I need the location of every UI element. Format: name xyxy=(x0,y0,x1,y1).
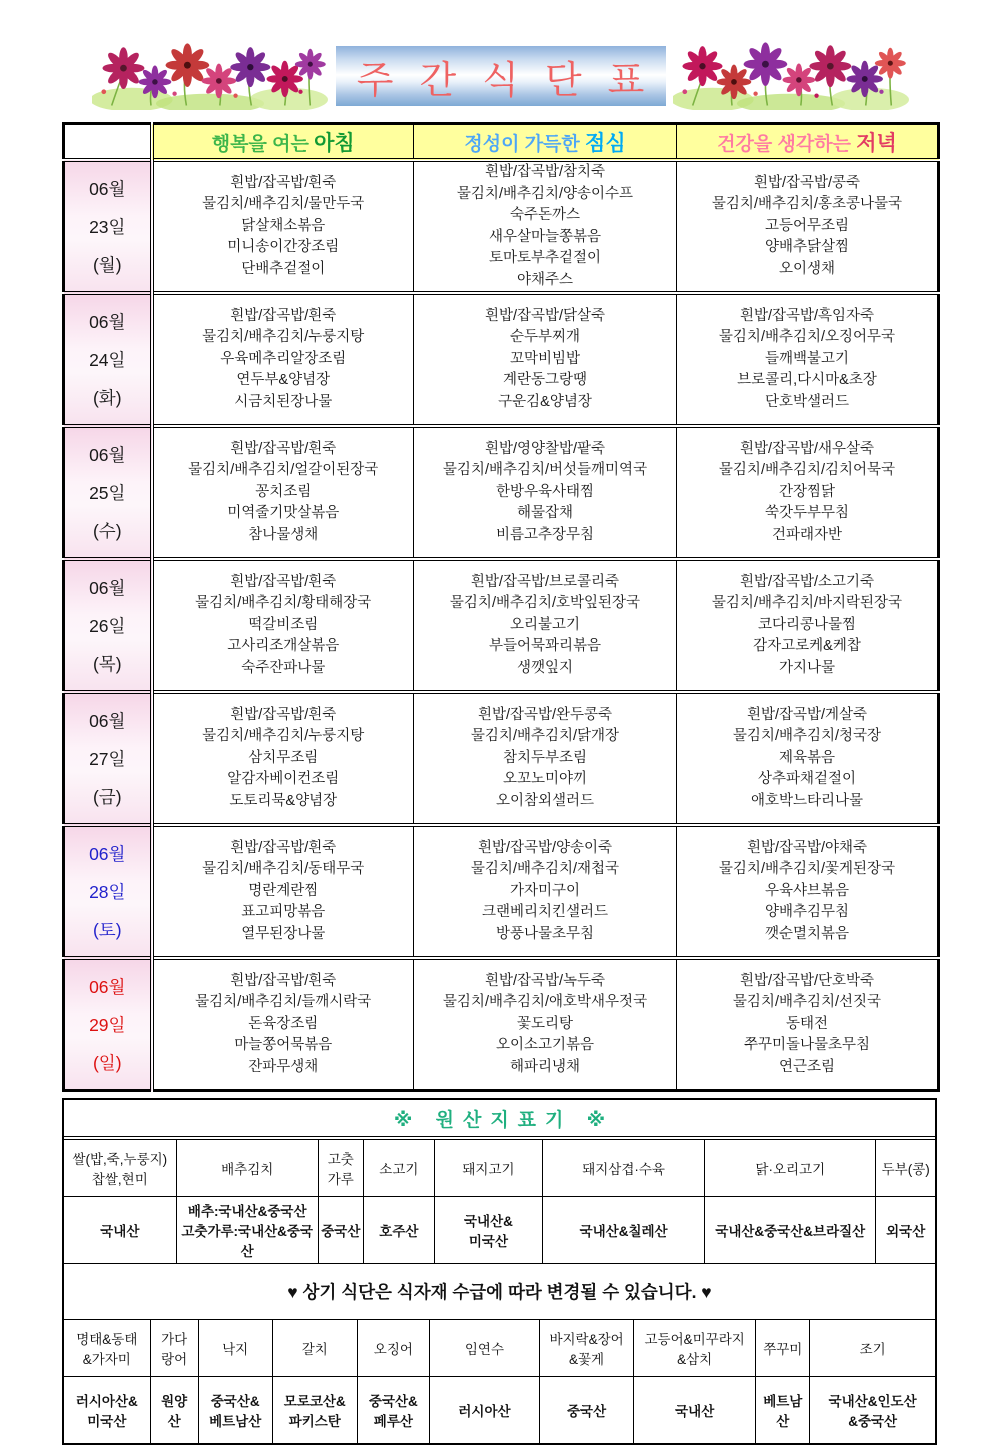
origin1-header-cell: 소고기 xyxy=(363,1140,434,1197)
day-row xyxy=(64,293,939,426)
breakfast-menu-cell: 흰밥/잡곡밥/흰죽 물김치/배추김치/황태해장국 떡갈비조림 고사리조개살볶음 숙주잔파나물 xyxy=(152,559,414,692)
origin-section-title: ※ 원산지표기 ※ xyxy=(64,1100,935,1140)
day-row xyxy=(64,426,939,559)
origin2-value-cell: 국내산 xyxy=(634,1377,756,1444)
lunch-menu-cell: 흰밥/잡곡밥/양송이죽 물김치/배추김치/재첩국 가자미구이 크랜베리치킨샐러드 방풍나물초무침 xyxy=(414,825,677,958)
dinner-menu-cell: 흰밥/잡곡밥/새우살죽 물김치/배추김치/김치어묵국 간장찜닭 쑥갓두부무침 건파래자반 xyxy=(677,426,939,559)
weekly-menu-table xyxy=(62,122,940,1092)
flower-banner-right-image xyxy=(673,42,909,110)
date-cell: 06월 23일 (월) xyxy=(64,160,152,293)
origin2-header-cell: 바지락&장어 &꽃게 xyxy=(540,1320,634,1377)
origin2-value-cell: 모로코산& 파키스탄 xyxy=(272,1377,357,1444)
dinner-menu-cell: 흰밥/잡곡밥/콩죽 물김치/배추김치/홍초콩나물국 고등어무조림 양배추닭살찜 오이생채 xyxy=(677,160,939,293)
dinner-header-prefix: 건강을 생각하는 xyxy=(717,133,851,155)
origin1-value-cell: 국내산&칠레산 xyxy=(543,1197,705,1264)
origin1-header-cell: 고춧 가루 xyxy=(318,1140,363,1197)
lunch-column-header xyxy=(414,124,677,161)
lunch-menu-cell: 흰밥/잡곡밥/완두콩죽 물김치/배추김치/닭개장 참치두부조림 오꼬노미야끼 오이참외샐러드 xyxy=(414,692,677,825)
day-row xyxy=(64,825,939,958)
origin2-value-cell: 중국산& 페루산 xyxy=(357,1377,429,1444)
origin-table1-header-row xyxy=(64,1140,935,1197)
origin2-value-cell: 베트남 산 xyxy=(756,1377,810,1444)
origin2-header-cell: 갈치 xyxy=(272,1320,357,1377)
origin1-header-cell: 쌀(밥,죽,누룽지) 찹쌀,현미 xyxy=(64,1140,176,1197)
breakfast-header-label: 아침 xyxy=(314,131,355,155)
origin2-header-cell: 임연수 xyxy=(429,1320,539,1377)
date-cell: 06월 28일 (토) xyxy=(64,825,152,958)
date-cell: 06월 27일 (금) xyxy=(64,692,152,825)
origin1-header-cell: 두부(콩) xyxy=(876,1140,935,1197)
breakfast-menu-cell: 흰밥/잡곡밥/흰죽 물김치/배추김치/얼갈이된장국 꽁치조림 미역줄기맛살볶음 참나물생채 xyxy=(152,426,414,559)
corner-cell xyxy=(64,124,152,161)
origin1-value-cell: 호주산 xyxy=(363,1197,434,1264)
origin-table-1 xyxy=(64,1140,935,1264)
origin-table-2 xyxy=(64,1320,935,1443)
origin2-value-cell: 러시아산& 미국산 xyxy=(64,1377,150,1444)
origin2-header-cell: 가다 랑어 xyxy=(150,1320,198,1377)
breakfast-menu-cell: 흰밥/잡곡밥/흰죽 물김치/배추김치/누룽지탕 우육메추리알장조림 연두부&양념장 시금치된장나물 xyxy=(152,293,414,426)
flower-banner-left-image xyxy=(92,42,328,110)
origin-table1-value-row xyxy=(64,1197,935,1264)
day-row xyxy=(64,559,939,692)
lunch-menu-cell: 흰밥/잡곡밥/닭살죽 순두부찌개 꼬막비빔밥 계란동그랑땡 구운김&양념장 xyxy=(414,293,677,426)
origin2-value-cell: 국내산&인도산 &중국산 xyxy=(810,1377,935,1444)
menu-change-notice: ♥ 상기 식단은 식자재 수급에 따라 변경될 수 있습니다. ♥ xyxy=(64,1264,935,1320)
origin1-value-cell: 배추:국내산&중국산 고춧가루:국내산&중국산 xyxy=(176,1197,318,1264)
dinner-header-label: 저녁 xyxy=(856,131,897,155)
page-title-box xyxy=(336,46,671,106)
origin1-header-cell: 닭·오리고기 xyxy=(705,1140,876,1197)
breakfast-header-prefix: 행복을 여는 xyxy=(211,133,309,155)
date-cell: 06월 29일 (일) xyxy=(64,958,152,1091)
origin2-value-cell: 러시아산 xyxy=(429,1377,539,1444)
lunch-menu-cell: 흰밥/잡곡밥/참치죽 물김치/배추김치/양송이수프 숙주돈까스 새우살마늘쫑볶음 토마토부추겉절이 야채주스 xyxy=(414,160,677,293)
date-cell: 06월 24일 (화) xyxy=(64,293,152,426)
date-cell: 06월 25일 (수) xyxy=(64,426,152,559)
origin-table2-header-row xyxy=(64,1320,935,1377)
breakfast-menu-cell: 흰밥/잡곡밥/흰죽 물김치/배추김치/물만두국 닭살채소볶음 미니송이간장조림 단배추겉절이 xyxy=(152,160,414,293)
dinner-menu-cell: 흰밥/잡곡밥/단호박죽 물김치/배추김치/선짓국 동태전 쭈꾸미돌나물초무침 연근조림 xyxy=(677,958,939,1091)
menu-header-row xyxy=(64,124,939,161)
dinner-menu-cell: 흰밥/잡곡밥/흑임자죽 물김치/배추김치/오징어무국 들깨백불고기 브로콜리,다시마&초장 단호박샐러드 xyxy=(677,293,939,426)
title-banner xyxy=(92,40,909,112)
origin2-header-cell: 조기 xyxy=(810,1320,935,1377)
origin1-header-cell: 돼지고기 xyxy=(434,1140,542,1197)
origin-section xyxy=(62,1098,937,1445)
lunch-header-label: 점심 xyxy=(585,131,626,155)
day-row xyxy=(64,692,939,825)
page-title: 주간식단표 xyxy=(356,59,671,102)
dinner-menu-cell: 흰밥/잡곡밥/소고기죽 물김치/배추김치/바지락된장국 코다리콩나물찜 감자고로케&케찹 가지나물 xyxy=(677,559,939,692)
dinner-menu-cell: 흰밥/잡곡밥/야채죽 물김치/배추김치/꽃게된장국 우육샤브볶음 양배추김무침 깻순멸치볶음 xyxy=(677,825,939,958)
origin1-value-cell: 외국산 xyxy=(876,1197,935,1264)
lunch-menu-cell: 흰밥/잡곡밥/녹두죽 물김치/배추김치/애호박새우젓국 꽃도리탕 오이소고기볶음 해파리냉채 xyxy=(414,958,677,1091)
origin2-value-cell: 원양 산 xyxy=(150,1377,198,1444)
origin1-value-cell: 국내산& 미국산 xyxy=(434,1197,542,1264)
origin2-value-cell: 중국산 xyxy=(540,1377,634,1444)
day-row xyxy=(64,958,939,1091)
date-cell: 06월 26일 (목) xyxy=(64,559,152,692)
origin1-value-cell: 국내산 xyxy=(64,1197,176,1264)
day-row xyxy=(64,160,939,293)
lunch-menu-cell: 흰밥/잡곡밥/브로콜리죽 물김치/배추김치/호박잎된장국 오리불고기 부들어묵꽈리볶음 생깻잎지 xyxy=(414,559,677,692)
origin1-value-cell: 국내산&중국산&브라질산 xyxy=(705,1197,876,1264)
dinner-column-header xyxy=(677,124,939,161)
origin1-value-cell: 중국산 xyxy=(318,1197,363,1264)
lunch-menu-cell: 흰밥/영양찰밥/팥죽 물김치/배추김치/버섯들깨미역국 한방우육사태찜 해물잡채 비름고추장무침 xyxy=(414,426,677,559)
breakfast-column-header xyxy=(152,124,414,161)
breakfast-menu-cell: 흰밥/잡곡밥/흰죽 물김치/배추김치/누룽지탕 삼치무조림 알감자베이컨조림 도토리묵&양념장 xyxy=(152,692,414,825)
origin2-header-cell: 오징어 xyxy=(357,1320,429,1377)
breakfast-menu-cell: 흰밥/잡곡밥/흰죽 물김치/배추김치/들깨시락국 돈육장조림 마늘쫑어묵볶음 잔파무생채 xyxy=(152,958,414,1091)
origin2-value-cell: 중국산& 베트남산 xyxy=(198,1377,272,1444)
origin-table2-value-row xyxy=(64,1377,935,1444)
breakfast-menu-cell: 흰밥/잡곡밥/흰죽 물김치/배추김치/동태무국 명란계란찜 표고피망볶음 열무된장나물 xyxy=(152,825,414,958)
lunch-header-prefix: 정성이 가득한 xyxy=(464,133,580,155)
origin1-header-cell: 돼지삼겹·수육 xyxy=(543,1140,705,1197)
origin2-header-cell: 명태&동태 &가자미 xyxy=(64,1320,150,1377)
dinner-menu-cell: 흰밥/잡곡밥/게살죽 물김치/배추김치/청국장 제육볶음 상추파채겉절이 애호박느타리나물 xyxy=(677,692,939,825)
origin2-header-cell: 쭈꾸미 xyxy=(756,1320,810,1377)
origin2-header-cell: 고등어&미꾸라지 &삼치 xyxy=(634,1320,756,1377)
origin2-header-cell: 낙지 xyxy=(198,1320,272,1377)
origin1-header-cell: 배추김치 xyxy=(176,1140,318,1197)
